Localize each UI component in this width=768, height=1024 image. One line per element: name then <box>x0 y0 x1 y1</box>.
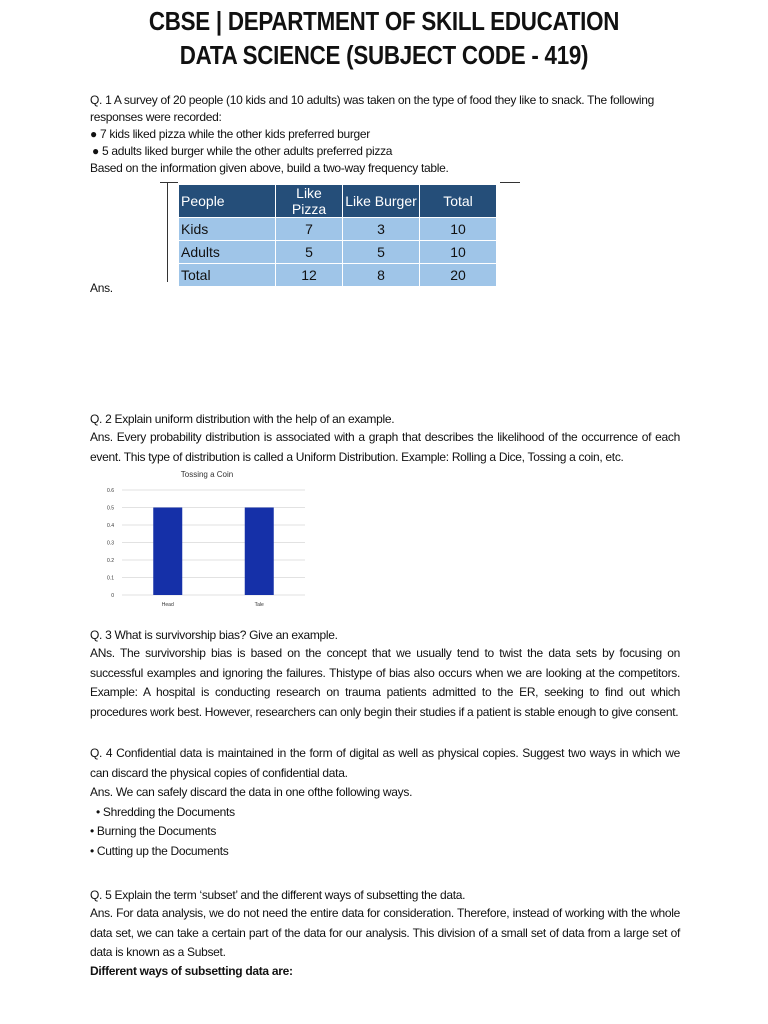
chart-y-tick: 0.1 <box>107 575 114 582</box>
chart-y-tick: 0.2 <box>107 558 114 564</box>
q4-question: Q. 4 Confidential data is maintained in the form of digital as well as physical copies. Suggest two ways in which we can discard the physical copies of confidential data. <box>90 746 680 780</box>
q5-answer: Ans. For data analysis, we do not need the entire data for consideration. Therefore, instead of working with the whole data set, we can take a certain part of the data for our analysis. This division of a small set of data from a large set of data is known as a Subset. <box>90 906 680 960</box>
chart-y-tick: 0.5 <box>107 505 114 512</box>
chart-category-label: Head <box>161 602 174 608</box>
chart-title: Tossing a Coin <box>180 470 234 479</box>
table-header-cell: People <box>179 185 276 218</box>
chart-bar <box>245 508 274 596</box>
q3-answer: ANs. The survivorship bias is based on the concept that we usually tend to twist the data sets by focusing on successful examples and ignoring the failures. Thistype of bias also occurs when we are looking at the competitors. Example: A hospital is conducting research on trauma patients admitted to the ER, seeking to find out which procedures work best. However, researchers can only begin their studies if a patient is stable enough to give consent. <box>90 646 680 719</box>
table-bracket-line <box>167 182 168 282</box>
chart-y-tick: 0.3 <box>107 540 114 547</box>
header-line-1: CBSE | DEPARTMENT OF SKILL EDUCATION <box>148 6 620 36</box>
table-cell: 20 <box>420 264 497 287</box>
table-cell: 5 <box>276 241 343 264</box>
q1-question: Q. 1 A survey of 20 people (10 kids and 10 adults) was taken on the type of food they like to snack. The following responses were recorded: <box>90 93 654 124</box>
q2-question: Q. 2 Explain uniform distribution with the help of an example. <box>90 412 395 426</box>
table-cell: Total <box>179 264 276 287</box>
chart-bar <box>153 508 182 596</box>
table-row <box>179 241 497 264</box>
q1-bullet-1: ● 7 kids liked pizza while the other kids preferred burger <box>90 127 370 141</box>
chart-y-tick: 0.4 <box>107 523 114 529</box>
table-cell: 12 <box>276 264 343 287</box>
q2-answer: Ans. Every probability distribution is associated with a graph that describes the likelihood of the occurrence of each event. This type of distribution is called a Uniform Distribution. Example: Rolling a Dice, Tossing a coin, etc. <box>90 430 680 464</box>
question-4 <box>90 744 680 862</box>
table-cell: Adults <box>179 241 276 264</box>
table-header-cell: Like Pizza <box>276 185 343 218</box>
q1-bullet-2: ● 5 adults liked burger while the other adults preferred pizza <box>92 144 393 158</box>
question-3 <box>90 627 680 722</box>
table-cell: 10 <box>420 218 497 241</box>
chart-category-label: Tale <box>254 602 264 608</box>
question-2 <box>90 411 680 467</box>
table-header-cell: Like Burger <box>343 185 420 218</box>
table-cell: 3 <box>343 218 420 241</box>
table-cell: 5 <box>343 241 420 264</box>
q4-answer: Ans. We can safely discard the data in one ofthe following ways. <box>90 785 413 800</box>
chart-y-tick: 0 <box>111 593 114 599</box>
q5-subheading: Different ways of subsetting data are: <box>90 963 293 978</box>
coin-toss-chart <box>100 465 315 615</box>
table-bracket-top-right <box>500 182 520 183</box>
frequency-table <box>178 184 497 287</box>
table-cell: 7 <box>276 218 343 241</box>
table-row <box>179 218 497 241</box>
q1-ans-label: Ans. <box>90 281 113 295</box>
q3-question: Q. 3 What is survivorship bias? Give an example. <box>90 628 338 642</box>
question-5 <box>90 887 680 980</box>
q1-answer <box>90 280 680 297</box>
q4-bullet-2: • Burning the Documents <box>90 824 217 839</box>
table-bracket-top-left <box>160 182 178 183</box>
question-1 <box>90 92 680 177</box>
q4-bullet-3: • Cutting up the Documents <box>90 843 229 858</box>
header-line-2: DATA SCIENCE (SUBJECT CODE - 419) <box>179 40 589 70</box>
table-header-cell: Total <box>420 185 497 218</box>
q4-bullet-1: • Shredding the Documents <box>96 804 235 819</box>
chart-y-tick: 0.6 <box>107 488 114 494</box>
page-header <box>0 4 768 72</box>
q1-instruction: Based on the information given above, build a two-way frequency table. <box>90 161 449 175</box>
q5-question: Q. 5 Explain the term ‘subset’ and the different ways of subsetting the data. <box>90 888 466 902</box>
table-cell: 10 <box>420 241 497 264</box>
table-cell: 8 <box>343 264 420 287</box>
table-cell: Kids <box>179 218 276 241</box>
table-header-row <box>179 185 497 218</box>
